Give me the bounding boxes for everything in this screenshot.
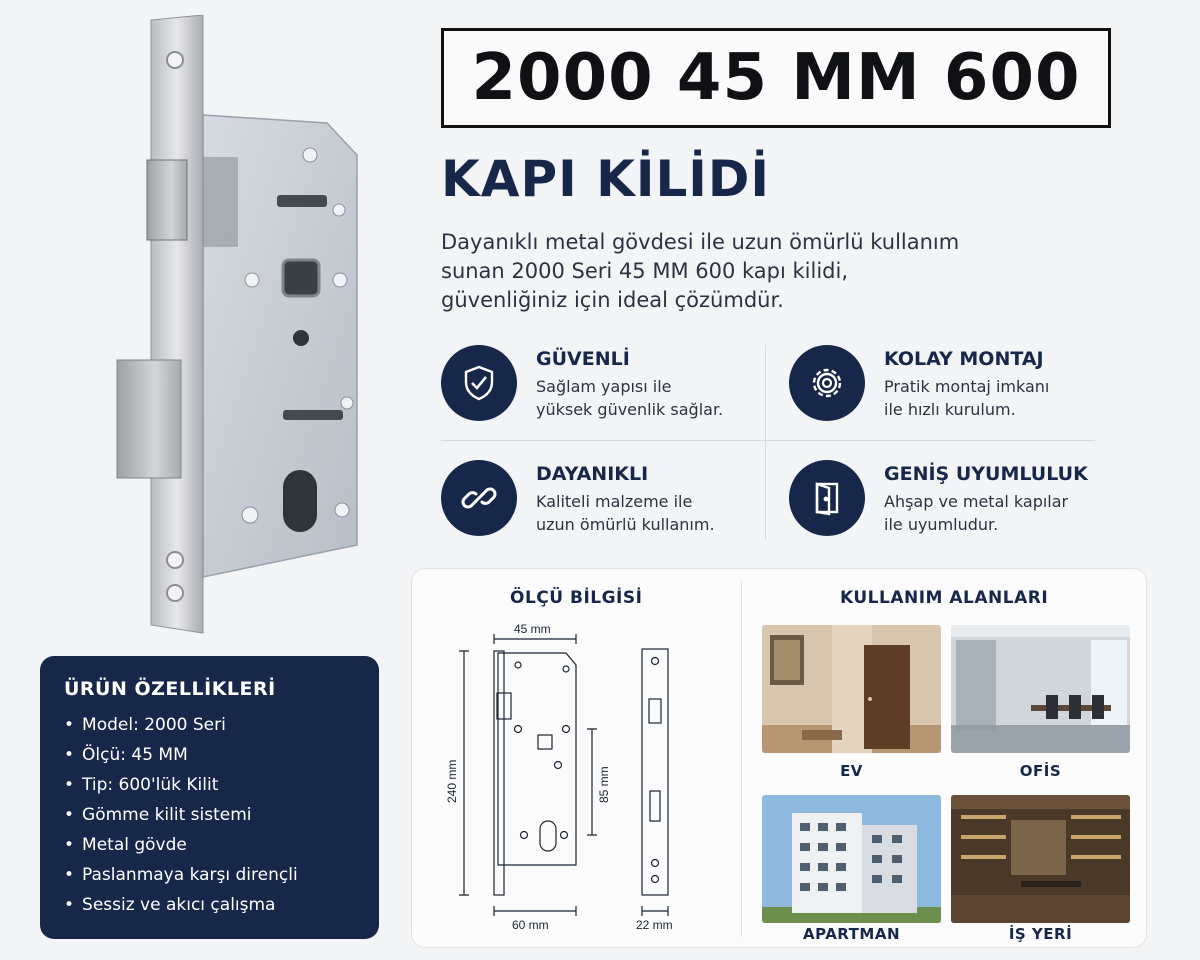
product-description bbox=[441, 228, 1041, 315]
spec-item: • Metal gövde bbox=[64, 830, 355, 860]
feature-text: Kaliteli malzeme ile bbox=[536, 492, 693, 511]
gear-icon bbox=[789, 345, 865, 421]
info-panel bbox=[411, 568, 1147, 948]
usage-label: OFİS bbox=[1019, 762, 1062, 780]
spec-item: • Model: 2000 Seri bbox=[64, 710, 355, 740]
workplace-photo bbox=[951, 795, 1130, 923]
apartment-photo bbox=[762, 795, 941, 923]
feature-text: ile hızlı kurulum. bbox=[884, 400, 1016, 419]
feature-text: Pratik montaj imkanı bbox=[884, 377, 1050, 396]
product-specs-panel bbox=[40, 656, 379, 939]
feature-title: KOLAY MONTAJ bbox=[884, 348, 1044, 370]
dim-center-label: 85 mm bbox=[597, 766, 611, 803]
chain-link-icon bbox=[441, 460, 517, 536]
feature-title: DAYANIKLI bbox=[536, 463, 649, 485]
spec-item: • Ölçü: 45 MM bbox=[64, 740, 355, 770]
shield-check-icon bbox=[441, 345, 517, 421]
home-photo bbox=[762, 625, 941, 753]
feature-text: ile uyumludur. bbox=[884, 515, 999, 534]
dim-height-label: 240 mm bbox=[445, 759, 459, 803]
product-title-box bbox=[441, 28, 1111, 128]
dimensions-title: ÖLÇÜ BİLGİSİ bbox=[510, 588, 643, 608]
office-photo bbox=[951, 625, 1130, 753]
spec-item: • Tip: 600'lük Kilit bbox=[64, 770, 355, 800]
spec-item: • Sessiz ve akıcı çalışma bbox=[64, 890, 355, 920]
spec-item: • Gömme kilit sistemi bbox=[64, 800, 355, 830]
feature-text: Sağlam yapısı ile bbox=[536, 377, 672, 396]
spec-item: • Paslanmaya karşı dirençli bbox=[64, 860, 355, 890]
product-subtitle: KAPI KİLİDİ bbox=[441, 150, 771, 208]
feature-divider bbox=[441, 440, 1095, 441]
panel-divider bbox=[741, 581, 742, 937]
feature-compatibility bbox=[789, 460, 1119, 550]
description-line: sunan 2000 Seri 45 MM 600 kapı kilidi, bbox=[441, 259, 848, 283]
product-title: 2000 45 MM 600 bbox=[471, 41, 1081, 115]
feature-title: GÜVENLİ bbox=[536, 348, 630, 370]
feature-divider bbox=[765, 345, 766, 540]
description-line: Dayanıklı metal gövdesi ile uzun ömürlü kullanım bbox=[441, 230, 960, 254]
dim-top-label: 45 mm bbox=[514, 622, 551, 636]
specs-title: ÜRÜN ÖZELLİKLERİ bbox=[64, 678, 276, 700]
dimension-drawing bbox=[442, 617, 712, 937]
usage-label: APARTMAN bbox=[802, 925, 901, 943]
usage-label: EV bbox=[840, 762, 863, 780]
description-line: güvenliğiniz için ideal çözümdür. bbox=[441, 288, 784, 312]
usage-label: İŞ YERİ bbox=[1008, 925, 1073, 943]
feature-secure bbox=[441, 345, 771, 435]
feature-text: uzun ömürlü kullanım. bbox=[536, 515, 715, 534]
dim-faceplate-label: 22 mm bbox=[636, 918, 673, 932]
feature-text: Ahşap ve metal kapılar bbox=[884, 492, 1069, 511]
lock-product-image bbox=[105, 15, 375, 640]
usage-title: KULLANIM ALANLARI bbox=[840, 588, 1049, 608]
feature-title: GENİŞ UYUMLULUK bbox=[884, 463, 1088, 485]
dim-bottom-label: 60 mm bbox=[512, 918, 549, 932]
feature-durable bbox=[441, 460, 771, 550]
door-icon bbox=[789, 460, 865, 536]
specs-list bbox=[64, 710, 355, 920]
feature-text: yüksek güvenlik sağlar. bbox=[536, 400, 724, 419]
feature-easy-install bbox=[789, 345, 1119, 435]
